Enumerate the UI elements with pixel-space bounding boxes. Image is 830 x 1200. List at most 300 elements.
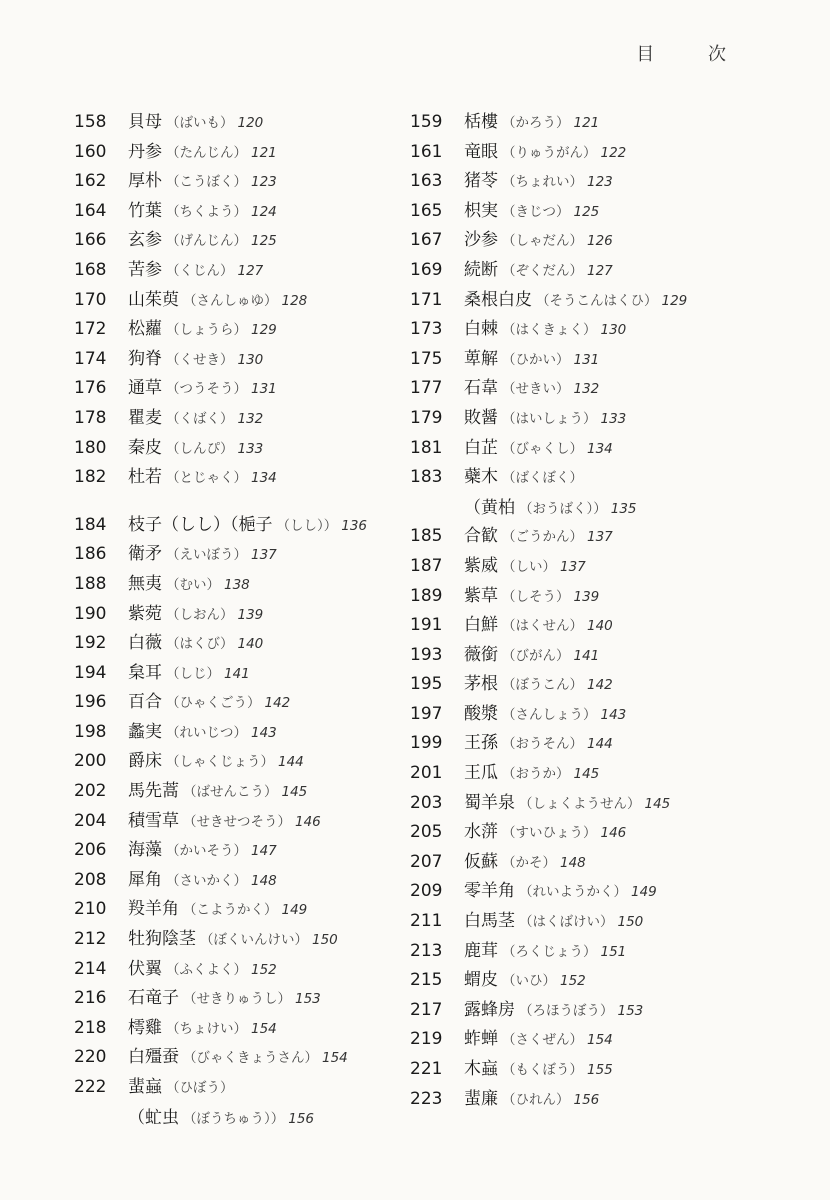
entry-name: 蜚廉 [464, 1088, 498, 1109]
entry-page: 139 [237, 606, 264, 623]
entry-page: 123 [251, 174, 277, 191]
entry-page: 148 [560, 854, 586, 871]
entry-page: 140 [237, 636, 264, 653]
toc-left-column [74, 108, 404, 1132]
entry-reading: （くせき） [166, 351, 234, 368]
entry-name: 爵床 [128, 751, 162, 772]
toc-entry [74, 197, 404, 227]
toc-entry [410, 1055, 810, 1085]
entry-name: 白鮮 [464, 615, 498, 636]
entry-name: 桑根白皮 [464, 289, 532, 310]
entry-name: 鹿茸 [464, 940, 498, 961]
entry-reading: （つうそう） [166, 381, 247, 398]
entry-name: 続断 [464, 259, 498, 280]
entry-name: 竹葉 [128, 200, 162, 221]
entry-reading: （はくび） [166, 636, 234, 653]
entry-reading: （せきい） [502, 381, 570, 398]
entry-name: 牡狗陰茎 [128, 929, 196, 950]
entry-reading: （ぞくだん） [502, 262, 583, 279]
toc-entry [410, 226, 810, 256]
toc-entry [74, 659, 404, 689]
entry-reading: （しょうら） [166, 322, 247, 339]
entry-reading: （りゅうがん） [502, 144, 597, 161]
toc-entry [410, 256, 810, 286]
entry-page: 151 [600, 943, 627, 960]
entry-number: 214 [74, 958, 107, 979]
entry-page: 155 [587, 1062, 613, 1078]
toc-entry [74, 108, 404, 138]
entry-name: 無夷 [128, 573, 162, 594]
entry-page: 141 [224, 665, 250, 682]
entry-name: 紫威 [464, 555, 498, 576]
entry-name: 薇銜 [464, 644, 498, 665]
entry-page: 138 [224, 576, 250, 593]
entry-page: 130 [237, 351, 264, 368]
entry-number: 164 [74, 200, 107, 221]
entry-number: 162 [74, 171, 107, 192]
entry-number: 175 [410, 348, 443, 369]
entry-reading: （びゃくし） [502, 440, 583, 457]
entry-name: 白殭蚕 [128, 1047, 179, 1068]
entry-reading: （こようかく） [183, 902, 278, 919]
entry-number: 187 [410, 555, 443, 576]
entry-reading: （えいぼう） [166, 547, 247, 564]
toc-entry [74, 1043, 404, 1073]
entry-page: 153 [617, 1002, 644, 1019]
entry-name: 白芷 [464, 437, 498, 458]
entry-number: 219 [410, 1029, 443, 1050]
entry-number: 207 [410, 851, 443, 872]
entry-name: 竜眼 [464, 141, 498, 162]
entry-page: 142 [264, 695, 291, 712]
entry-alt-reading: （おうばく）） [519, 500, 607, 517]
entry-page: 149 [281, 902, 308, 919]
entry-alt-name: （虻虫 [128, 1107, 179, 1128]
toc-entry [410, 907, 810, 937]
entry-reading: （さんしゅゆ） [183, 292, 278, 309]
entry-reading: （ろほうぼう） [519, 1002, 614, 1019]
entry-page: 154 [251, 1020, 277, 1037]
entry-number: 186 [74, 544, 107, 565]
entry-name: 枲耳 [128, 662, 162, 683]
toc-entry [410, 759, 810, 789]
entry-number: 178 [74, 407, 107, 428]
entry-reading: （とじゃく） [166, 470, 247, 487]
entry-reading: （ひれん） [502, 1091, 570, 1108]
entry-reading: （ごうかん） [502, 529, 583, 546]
entry-page: 143 [251, 724, 277, 741]
toc-entry [74, 315, 404, 345]
entry-page: 129 [251, 322, 277, 339]
entry-page: 148 [251, 872, 277, 889]
entry-page: 152 [560, 973, 586, 990]
entry-reading: （ぼくいんけい） [200, 932, 308, 949]
entry-reading: （せきせつそう） [183, 813, 291, 830]
entry-page: 140 [587, 618, 613, 635]
toc-entry [410, 374, 810, 404]
entry-number: 210 [74, 899, 107, 920]
entry-reading: （はくきょく） [502, 322, 597, 339]
entry-number: 172 [74, 319, 107, 340]
entry-page: 142 [587, 677, 613, 694]
toc-entry [74, 984, 404, 1014]
entry-number: 163 [410, 171, 443, 192]
entry-name: 栝樓 [464, 112, 498, 132]
toc-entry [410, 670, 810, 700]
entry-name: 仮蘇 [464, 851, 498, 872]
entry-reading: （はくせん） [502, 618, 583, 635]
entry-page: 154 [587, 1032, 613, 1049]
toc-entry [74, 138, 404, 168]
entry-number: 205 [410, 822, 443, 843]
entry-page: 156 [573, 1091, 600, 1108]
entry-number: 208 [74, 869, 107, 890]
entry-page: 145 [281, 784, 308, 801]
entry-page: 130 [600, 322, 627, 339]
entry-page: 145 [573, 766, 600, 783]
toc-entry [74, 256, 404, 286]
entry-name: 瞿麦 [128, 407, 162, 428]
toc-entry [410, 1085, 810, 1115]
entry-page: 134 [587, 440, 613, 457]
toc-entry-continuation [410, 493, 810, 523]
entry-name: 蜀羊泉 [464, 792, 515, 813]
entry-reading: （びがん） [502, 647, 570, 664]
entry-reading: （むい） [166, 576, 220, 593]
entry-page: 125 [251, 233, 277, 250]
entry-name: 通草 [128, 378, 162, 399]
entry-name: 杜若 [128, 467, 162, 488]
entry-number: 160 [74, 141, 107, 162]
entry-page: 154 [322, 1050, 348, 1067]
entry-number: 203 [410, 792, 443, 813]
toc-entry [410, 315, 810, 345]
entry-number: 209 [410, 881, 443, 902]
entry-number: 221 [410, 1059, 443, 1079]
entry-page: 145 [644, 795, 671, 812]
entry-name: 羖羊角 [128, 899, 179, 920]
entry-alt-reading: （ぼうちゅう）） [183, 1110, 285, 1127]
page-header: 目 次 [636, 44, 750, 65]
toc-entry [410, 434, 810, 464]
entry-number: 202 [74, 781, 107, 802]
toc-entry [74, 747, 404, 777]
entry-reading: （ひゃくごう） [166, 695, 261, 712]
entry-name: 茅根 [464, 674, 498, 695]
toc-entry [74, 777, 404, 807]
toc-entry [74, 629, 404, 659]
entry-number: 158 [74, 112, 107, 132]
entry-reading: （ぼうこん） [502, 677, 583, 694]
entry-reading: （しおん） [166, 606, 234, 623]
toc-entry [410, 848, 810, 878]
entry-number: 174 [74, 348, 107, 369]
entry-page: 146 [600, 825, 627, 842]
entry-number: 196 [74, 692, 107, 713]
toc-entry [74, 167, 404, 197]
toc-entry [74, 374, 404, 404]
entry-page: 121 [573, 115, 600, 131]
entry-number: 173 [410, 319, 443, 340]
entry-name: 海藻 [128, 840, 162, 861]
entry-reading: （はいしょう） [502, 410, 597, 427]
entry-reading: （しそう） [502, 588, 570, 605]
entry-number: 191 [410, 615, 443, 636]
entry-number: 188 [74, 573, 107, 594]
entry-reading: （しゃだん） [502, 233, 583, 250]
entry-name: 石韋 [464, 378, 498, 399]
entry-name: 敗醤 [464, 407, 498, 428]
entry-name: 厚朴 [128, 171, 162, 192]
entry-reading: （かいそう） [166, 843, 247, 860]
entry-reading: （ろくじょう） [502, 943, 597, 960]
entry-page: 143 [600, 706, 627, 723]
entry-page: 124 [251, 203, 277, 220]
entry-name: 猪苓 [464, 171, 498, 192]
entry-page: 128 [281, 292, 308, 309]
entry-reading: （しし）） [276, 517, 338, 534]
entry-reading: （ばいも） [166, 115, 234, 131]
entry-name: 萆解 [464, 348, 498, 369]
entry-reading: （さくぜん） [502, 1032, 583, 1049]
toc-entry-continuation [74, 1103, 404, 1133]
entry-number: 211 [410, 911, 443, 932]
entry-number: 180 [74, 437, 107, 458]
toc-entry [74, 1073, 404, 1103]
toc-entry [410, 1025, 810, 1055]
entry-reading: （しじ） [166, 665, 220, 682]
entry-reading: （かろう） [502, 115, 570, 131]
entry-number: 194 [74, 662, 107, 683]
toc-entry [410, 818, 810, 848]
entry-page: 144 [587, 736, 613, 753]
entry-name: 沙参 [464, 230, 498, 251]
entry-reading: （しゃくじょう） [166, 754, 274, 771]
entry-reading: （くばく） [166, 410, 234, 427]
entry-page: 122 [600, 144, 627, 161]
entry-reading: （ばくぼく） [502, 470, 583, 487]
entry-page: 156 [288, 1110, 315, 1127]
entry-number: 185 [410, 526, 443, 547]
entry-reading: （たんじん） [166, 144, 247, 161]
entry-name: 百合 [128, 692, 162, 713]
toc-entry [74, 925, 404, 955]
entry-number: 193 [410, 644, 443, 665]
entry-page: 127 [587, 262, 613, 279]
entry-number: 200 [74, 751, 107, 772]
toc-entry [74, 895, 404, 925]
toc-entry [74, 434, 404, 464]
toc-entry [74, 463, 404, 493]
entry-name: 貝母 [128, 112, 162, 132]
entry-name: 馬先蒿 [128, 781, 179, 802]
entry-name: 山茱萸 [128, 289, 179, 310]
entry-number: 197 [410, 703, 443, 724]
entry-number: 161 [410, 141, 443, 162]
toc-entry [410, 167, 810, 197]
entry-reading: （おうそん） [502, 736, 583, 753]
entry-page: 137 [560, 558, 586, 575]
entry-page: 152 [251, 961, 277, 978]
entry-alt-name: （黄柏 [464, 497, 515, 518]
entry-number: 189 [410, 585, 443, 606]
entry-number: 218 [74, 1017, 107, 1038]
toc-entry [410, 552, 810, 582]
entry-page: 137 [251, 547, 277, 564]
entry-page: 123 [587, 174, 613, 191]
entry-page: 144 [278, 754, 304, 771]
entry-page: 125 [573, 203, 600, 220]
toc-entry [410, 404, 810, 434]
toc-entry [74, 807, 404, 837]
entry-reading: （もくぼう） [502, 1062, 583, 1078]
entry-number: 177 [410, 378, 443, 399]
toc-entry [74, 286, 404, 316]
entry-page: 132 [237, 410, 264, 427]
entry-reading: （いひ） [502, 973, 556, 990]
toc-entry [74, 688, 404, 718]
entry-name: 伏翼 [128, 958, 162, 979]
toc-entry [410, 966, 810, 996]
entry-number: 181 [410, 437, 443, 458]
toc-entry [410, 197, 810, 227]
entry-reading: （はくばけい） [519, 914, 614, 931]
toc-entry [74, 570, 404, 600]
entry-number: 199 [410, 733, 443, 754]
entry-reading: （ひぼう） [166, 1080, 234, 1096]
entry-page: 131 [251, 381, 277, 398]
entry-page: 133 [237, 440, 264, 457]
entry-name: 零羊角 [464, 881, 515, 902]
entry-name: 秦皮 [128, 437, 162, 458]
toc-entry [74, 866, 404, 896]
toc-right-column [410, 108, 810, 1114]
entry-reading: （そうこんはくひ） [536, 292, 658, 309]
entry-reading: （しょくようせん） [519, 795, 641, 812]
entry-reading: （ちくよう） [166, 203, 247, 220]
entry-page: 131 [573, 351, 600, 368]
entry-name: 水蓱 [464, 822, 498, 843]
toc-entry [410, 582, 810, 612]
toc-entry [74, 955, 404, 985]
entry-number: 170 [74, 289, 107, 310]
toc-entry [410, 286, 810, 316]
entry-number: 183 [410, 467, 443, 488]
entry-page: 147 [251, 843, 277, 860]
entry-name: 丹参 [128, 141, 162, 162]
entry-number: 206 [74, 840, 107, 861]
entry-name: 紫草 [464, 585, 498, 606]
entry-number: 195 [410, 674, 443, 695]
entry-reading: （れいようかく） [519, 884, 627, 901]
entry-page: 139 [573, 588, 600, 605]
entry-page: 141 [573, 647, 600, 664]
entry-page: 146 [295, 813, 321, 830]
toc-entry [74, 540, 404, 570]
entry-number: 198 [74, 721, 107, 742]
toc-entry [74, 836, 404, 866]
entry-number: 201 [410, 763, 443, 784]
entry-number: 182 [74, 467, 107, 488]
entry-name: 白馬茎 [464, 911, 515, 932]
entry-number: 171 [410, 289, 443, 310]
entry-reading: （ばせんこう） [183, 784, 278, 801]
toc-entry [74, 345, 404, 375]
entry-name: 狗脊 [128, 348, 162, 369]
entry-number: 222 [74, 1077, 107, 1097]
entry-reading: （ちょけい） [166, 1020, 247, 1037]
entry-reading: （しい） [502, 558, 556, 575]
entry-name: 合歓 [464, 526, 498, 547]
entry-number: 204 [74, 810, 107, 831]
toc-entry [410, 700, 810, 730]
entry-name: 枳実 [464, 200, 498, 221]
entry-name: 犀角 [128, 869, 162, 890]
toc-entry [410, 138, 810, 168]
toc-entry [74, 600, 404, 630]
entry-name: 樗雞 [128, 1017, 162, 1038]
entry-reading: （げんじん） [166, 233, 247, 250]
entry-number: 192 [74, 633, 107, 654]
entry-name: 酸漿 [464, 703, 498, 724]
entry-number: 159 [410, 112, 443, 132]
entry-page: 133 [600, 410, 627, 427]
entry-reading: （くじん） [166, 262, 234, 279]
entry-page: 120 [237, 115, 264, 131]
entry-name: 白棘 [464, 319, 498, 340]
entry-page: 137 [587, 529, 613, 546]
entry-name: 王瓜 [464, 763, 498, 784]
entry-reading: （かそ） [502, 854, 556, 871]
entry-reading: （ふくよく） [166, 961, 247, 978]
entry-reading: （せきりゅうし） [183, 991, 291, 1008]
entry-page: 127 [237, 262, 264, 279]
entry-page: 132 [573, 381, 600, 398]
entry-reading: （ちょれい） [502, 174, 583, 191]
entry-name: 衛矛 [128, 544, 162, 565]
toc-entry [74, 1014, 404, 1044]
entry-reading: （こうぼく） [166, 174, 247, 191]
entry-number: 217 [410, 999, 443, 1020]
entry-page: 136 [341, 517, 368, 534]
entry-name: 紫菀 [128, 603, 162, 624]
toc-entry [410, 611, 810, 641]
entry-page: 150 [617, 914, 644, 931]
entry-number: 169 [410, 259, 443, 280]
entry-number: 184 [74, 514, 107, 535]
toc-entry [410, 108, 810, 138]
entry-name: 木蝱 [464, 1059, 498, 1079]
entry-name: 枝子（しし）（梔子 [128, 514, 273, 535]
toc-entry [410, 937, 810, 967]
toc-entry [74, 718, 404, 748]
entry-page: 126 [587, 233, 613, 250]
entry-page: 150 [312, 932, 338, 949]
entry-number: 220 [74, 1047, 107, 1068]
toc-entry [410, 345, 810, 375]
entry-name: 苦参 [128, 259, 162, 280]
entry-name: 白薇 [128, 633, 162, 654]
entry-reading: （れいじつ） [166, 724, 247, 741]
toc-entry [410, 877, 810, 907]
entry-page: 121 [251, 144, 277, 161]
entry-number: 215 [410, 970, 443, 991]
entry-number: 190 [74, 603, 107, 624]
entry-number: 168 [74, 259, 107, 280]
entry-name: 玄参 [128, 230, 162, 251]
entry-number: 165 [410, 200, 443, 221]
entry-name: 蠡実 [128, 721, 162, 742]
